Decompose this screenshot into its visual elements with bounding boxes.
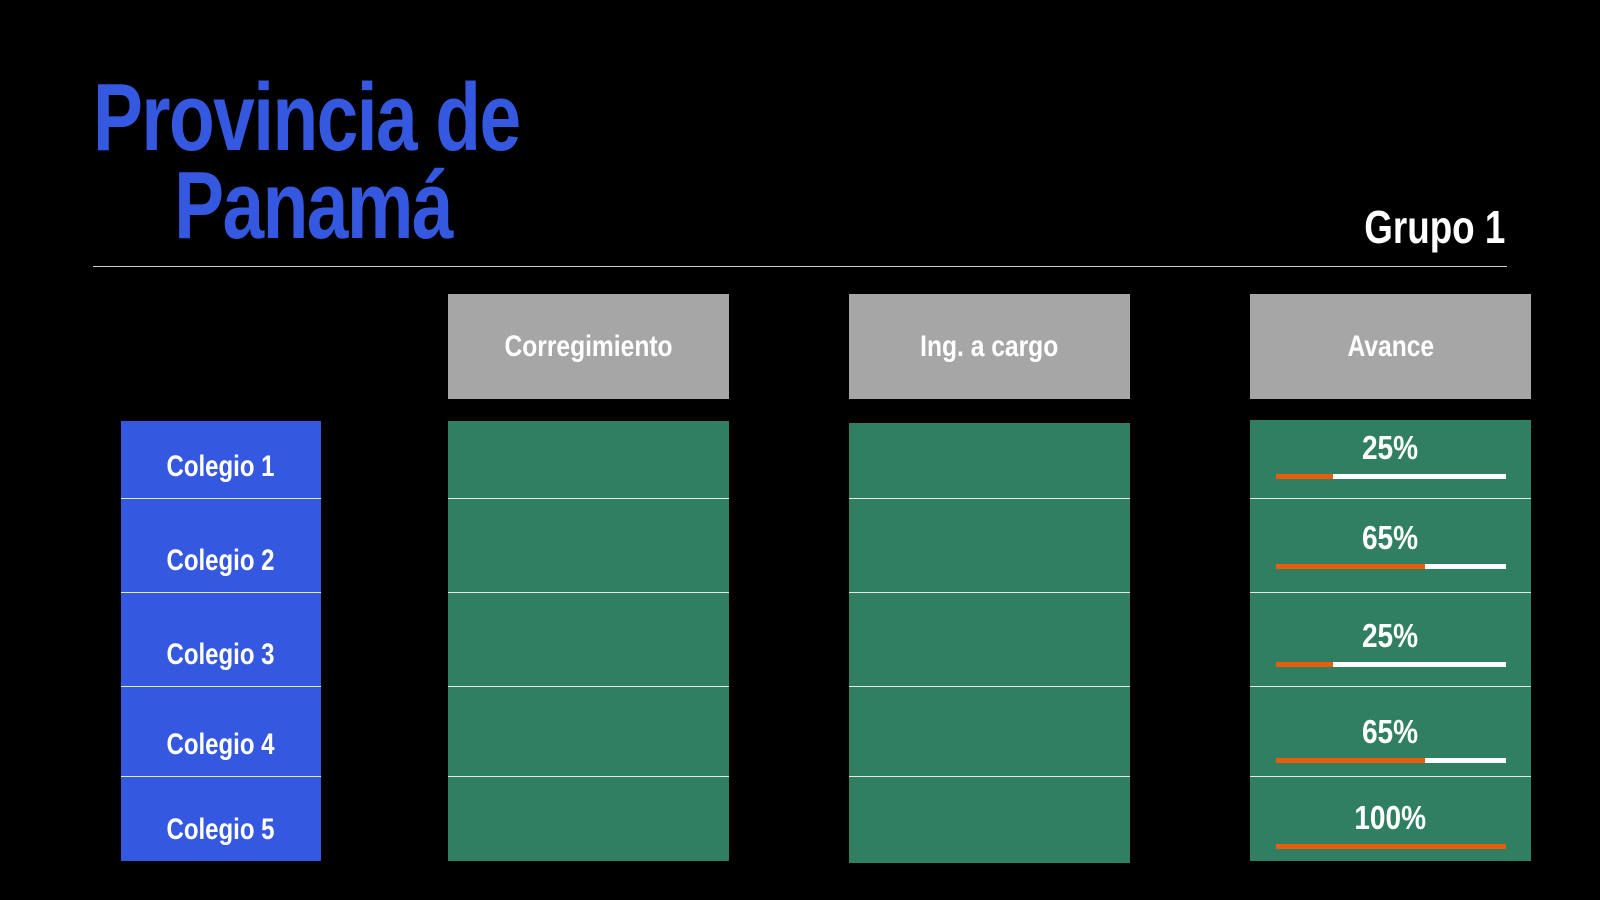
header-corregimiento-label: Corregimiento [504, 329, 673, 363]
school-row-5 [121, 777, 321, 861]
school-name: Colegio 4 [166, 728, 275, 761]
progress-bar-fill [1276, 758, 1426, 763]
progress-bar-fill [1276, 844, 1506, 849]
header-avance-label: Avance [1347, 329, 1434, 363]
header-avance [1250, 294, 1531, 399]
title-line-2: Panamá [174, 152, 452, 259]
ingeniero-cell [849, 687, 1130, 777]
header-ingeniero-label: Ing. a cargo [920, 329, 1059, 363]
avance-cell [1250, 687, 1531, 777]
group-label: Grupo 1 [1363, 201, 1505, 253]
progress-bar [1276, 474, 1506, 479]
school-row-4 [121, 687, 321, 777]
progress-bar [1276, 564, 1506, 569]
corregimiento-column [448, 421, 729, 861]
title-line-1: Provincia de [93, 64, 520, 171]
school-row-2 [121, 499, 321, 593]
progress-percent: 25% [1362, 617, 1419, 654]
ingeniero-cell [849, 499, 1130, 593]
progress-percent: 65% [1362, 713, 1419, 750]
school-name: Colegio 2 [166, 544, 275, 577]
ingeniero-cell [849, 423, 1130, 499]
progress-bar-fill [1276, 564, 1426, 569]
title-divider [93, 266, 1507, 267]
corregimiento-cell [448, 593, 729, 687]
progress-bar [1276, 758, 1506, 763]
progress-percent: 25% [1362, 429, 1419, 466]
avance-column [1250, 420, 1531, 861]
school-row-3 [121, 593, 321, 687]
header-corregimiento [448, 294, 729, 399]
ingeniero-column [849, 423, 1130, 863]
progress-bar-fill [1276, 474, 1334, 479]
ingeniero-cell [849, 777, 1130, 863]
progress-percent: 100% [1354, 799, 1427, 836]
progress-bar [1276, 844, 1506, 849]
school-name: Colegio 3 [166, 638, 275, 671]
school-name-column [121, 421, 321, 861]
progress-bar [1276, 662, 1506, 667]
progress-bar-fill [1276, 662, 1334, 667]
school-name: Colegio 5 [166, 813, 275, 846]
avance-cell [1250, 420, 1531, 499]
school-name: Colegio 1 [166, 450, 275, 483]
avance-cell [1250, 593, 1531, 687]
corregimiento-cell [448, 499, 729, 593]
progress-percent: 65% [1362, 519, 1419, 556]
school-row-1 [121, 421, 321, 499]
ingeniero-cell [849, 593, 1130, 687]
avance-cell [1250, 777, 1531, 861]
corregimiento-cell [448, 421, 729, 499]
corregimiento-cell [448, 687, 729, 777]
page-title [93, 64, 520, 259]
avance-cell [1250, 499, 1531, 593]
corregimiento-cell [448, 777, 729, 861]
header-ingeniero [849, 294, 1130, 399]
